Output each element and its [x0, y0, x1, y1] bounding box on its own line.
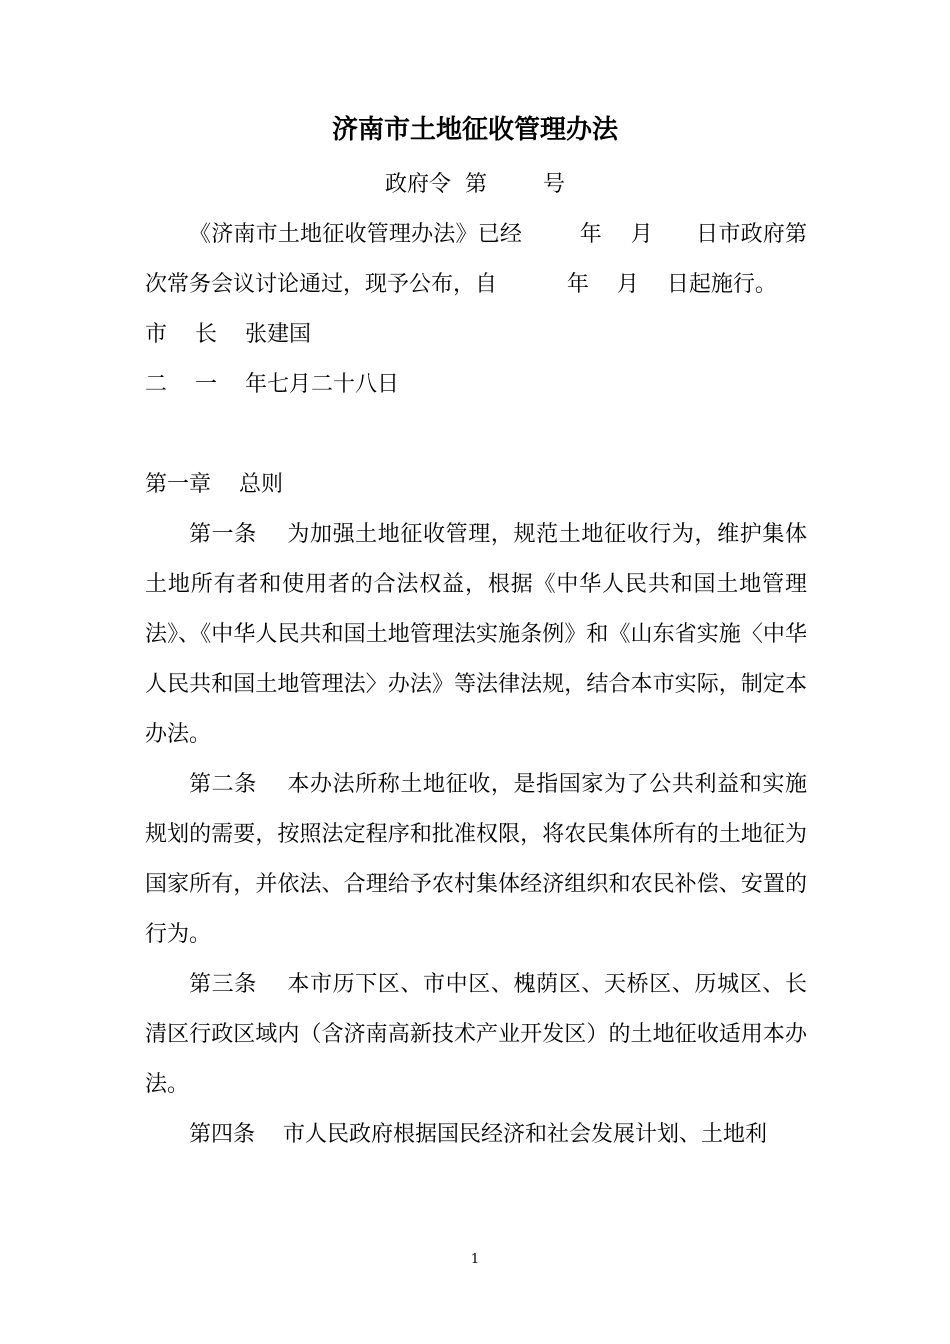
article-3: 第三条 本市历下区、市中区、槐荫区、天桥区、历城区、长清区行政区域内（含济南高新技术产业开发区）的土地征收适用本办法。 [145, 972, 807, 1097]
article-1: 第一条 为加强土地征收管理，规范土地征收行为，维护集体土地所有者和使用者的合法权益，根据《中华人民共和国土地管理法》、《中华人民共和国土地管理法实施条例》和《山东省实施〈中华人民共和国土地管理法〉办法》等法律法规，结合本市实际，制定本办法。 [145, 522, 807, 747]
date-line: 二 一 年七月二十八日 [145, 372, 399, 397]
document-title: 济南市土地征收管理办法 [331, 115, 618, 145]
decree-number: 政府令 第 号 [385, 172, 565, 197]
promulgation-paragraph: 《济南市土地征收管理办法》已经 年 月 日市政府第 次常务会议讨论通过，现予公布，自 年 月 日起施行。 [145, 222, 849, 297]
article-4: 第四条 市人民政府根据国民经济和社会发展计划、土地利 [189, 1122, 767, 1147]
document-body [145, 210, 849, 1160]
signer-line: 市 长 张建国 [145, 322, 311, 347]
chapter-heading: 第一章 总则 [145, 472, 283, 497]
blank-line [145, 410, 807, 460]
article-2: 第二条 本办法所称土地征收，是指国家为了公共利益和实施规划的需要，按照法定程序和批准权限，将农民集体所有的土地征为国家所有，并依法、合理给予农村集体经济组织和农民补偿、安置的行为。 [145, 772, 807, 947]
page-number: 1 [470, 1252, 480, 1267]
